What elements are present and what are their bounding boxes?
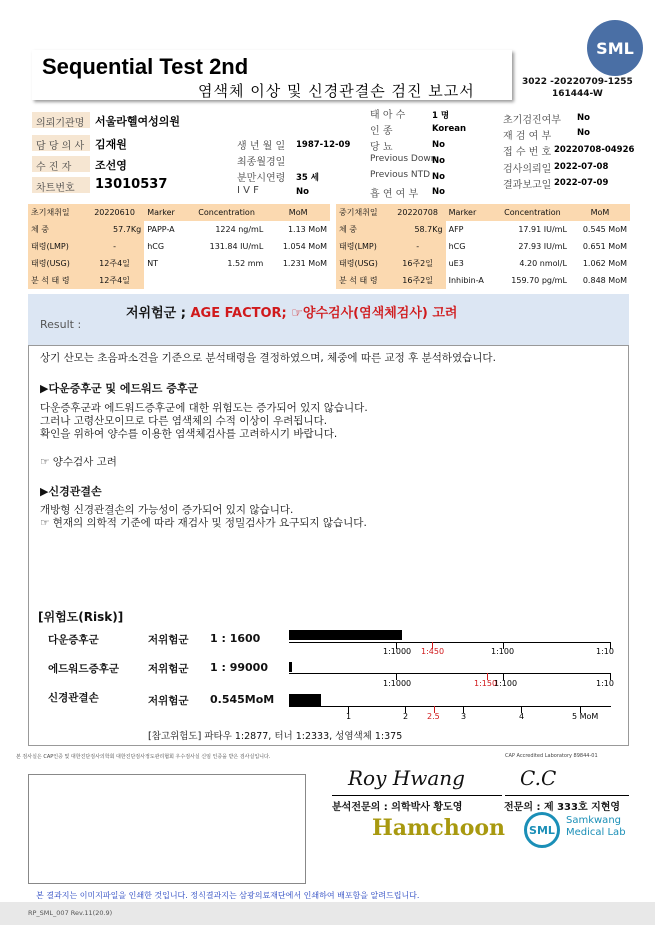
- risk-bar-down: [289, 630, 402, 640]
- first-val: 12주4일: [85, 272, 144, 289]
- second-conc: 4.20 nmol/L: [519, 259, 567, 268]
- chart-no-value: 13010537: [95, 177, 168, 192]
- institution-value: 서울라헬여성의원: [95, 115, 181, 128]
- birth-value: 1987-12-09: [296, 140, 351, 150]
- ntd-line-1: 개방형 신경관결손의 가능성이 증가되어 있지 않습니다.: [40, 504, 294, 516]
- second-key: 태령(LMP): [336, 238, 390, 255]
- receipt-value: 20220708-04926: [554, 145, 635, 155]
- first-conc: 1224 ng/mL: [215, 225, 264, 234]
- table-row: [28, 255, 330, 272]
- prev-down-label: Previous Down: [370, 154, 437, 164]
- diabetes-value: No: [432, 140, 445, 150]
- table-row: [336, 255, 630, 272]
- report-subtitle: 염색체 이상 및 신경관결손 검진 보고서: [198, 82, 475, 100]
- request-date-label: 검사의뢰일: [503, 164, 552, 175]
- ntd-section-title: ▶신경관결손: [40, 485, 102, 498]
- second-marker: AFP: [448, 225, 464, 234]
- memo-box: [28, 774, 306, 884]
- second-mom: 1.062 MoM: [582, 259, 627, 268]
- tick-label: 5 MoM: [572, 712, 599, 721]
- first-val: 12주4일: [85, 255, 144, 272]
- institution-label: 의뢰기관명: [36, 118, 85, 129]
- first-key: 체 중: [28, 221, 85, 238]
- sml-logo-text-a: Samkwang: [566, 815, 621, 826]
- first-mom: MoM: [266, 204, 330, 221]
- down-line-1: 다운증후군과 에드워드증후군에 대한 위험도는 증가되어 있지 않습니다.: [40, 402, 368, 414]
- sml-logo-text: [566, 815, 626, 839]
- first-mom: 1.054 MoM: [282, 242, 327, 251]
- prev-down-value: No: [432, 156, 445, 166]
- first-key: 분 석 태 령: [28, 272, 85, 289]
- table-row: [28, 204, 330, 221]
- second-conc: 27.93 IU/mL: [518, 242, 567, 251]
- first-mom: 1.13 MoM: [287, 225, 327, 234]
- second-val: 16주2일: [390, 272, 446, 289]
- doctor-label: 담 당 의 사: [36, 141, 85, 152]
- diabetes-label: 당 뇨: [370, 142, 393, 153]
- tick-label: 1: [346, 712, 352, 721]
- signature-line-left: [332, 795, 502, 796]
- first-marker: NT: [147, 259, 159, 268]
- risk-group-edwards: 저위험군: [148, 663, 189, 675]
- tick-label: 1:100: [491, 647, 515, 656]
- risk-name-ntd: 신경관결손: [48, 692, 99, 704]
- sml-logo-text-b: Medical Lab: [566, 827, 626, 838]
- second-val: 20220708: [390, 204, 446, 221]
- table-row: [336, 204, 630, 221]
- signature-left: Roy Hwang: [348, 766, 465, 790]
- second-key: 분 석 태 령: [336, 272, 390, 289]
- risk-ratio-ntd: 0.545MoM: [210, 693, 275, 706]
- second-marker: Marker: [446, 204, 495, 221]
- tick-label: 3: [461, 712, 467, 721]
- risk-axis-ntd: [289, 706, 611, 707]
- age-label: 분만시연령: [237, 173, 286, 184]
- document-id-line1: 3022 -20220709-1255: [522, 77, 633, 87]
- footer-note: 본 결과지는 이미지파일을 인쇄한 것입니다. 정식결과지는 삼광의료재단에서 인쇄하여 배포함을 알려드립니다.: [36, 891, 420, 900]
- first-marker: Marker: [144, 204, 187, 221]
- report-date-label: 결과보고일: [503, 180, 552, 191]
- accreditation-note: 본 검사실은 CAP인증 및 대한진단검사의학회 대한진단검사정도관리협회 우수검사실 신임 인증을 받은 검사실입니다.: [16, 754, 271, 760]
- document-id-line2: 161444-W: [551, 89, 603, 99]
- risk-ratio-edwards: 1 : 99000: [210, 661, 268, 674]
- request-date-value: 2022-07-08: [554, 162, 609, 172]
- ntd-line-2: ☞ 현재의 의학적 기준에 따라 재검사 및 정밀검사가 요구되지 않습니다.: [40, 517, 367, 529]
- signature-caption-right: 전문의 : 제 333호 지현영: [504, 802, 621, 813]
- result-label: Result :: [40, 318, 82, 331]
- second-key: 체 중: [336, 221, 390, 238]
- initial-label: 초기검진여부: [503, 115, 561, 126]
- first-mom: 1.231 MoM: [282, 259, 327, 268]
- first-val: 20220610: [85, 204, 144, 221]
- first-key: 태령(LMP): [28, 238, 85, 255]
- down-line-2: 그러나 고령산모이므로 다른 염색체의 수적 이상이 우려됩니다.: [40, 415, 328, 427]
- risk-name-down: 다운증후군: [48, 634, 99, 646]
- first-key: 초기채취일: [28, 204, 85, 221]
- document-id: [522, 76, 633, 100]
- tick-label: 1:10: [596, 647, 614, 656]
- first-conc: 1.52 mm: [227, 259, 264, 268]
- risk-axis-down: [289, 642, 611, 643]
- fetus-label: 태 아 수: [370, 110, 406, 121]
- signature-right: C.C: [520, 766, 557, 790]
- first-conc: [187, 272, 266, 289]
- smoking-label: 흡 연 여 부: [370, 189, 419, 200]
- ivf-label: I V F: [237, 185, 259, 196]
- tick-label: 1:1000: [383, 647, 412, 656]
- patient-value: 조선영: [95, 159, 127, 172]
- tick-label: 2.5: [427, 712, 440, 721]
- second-marker: Inhibin-A: [448, 276, 484, 285]
- result-summary-a: 저위험군 ;: [126, 306, 191, 321]
- risk-group-down: 저위험군: [148, 634, 189, 646]
- report-title: Sequential Test 2nd: [42, 54, 249, 79]
- race-value: Korean: [432, 124, 467, 134]
- chart-no-label: 차트번호: [36, 183, 75, 194]
- first-mom: [266, 272, 330, 289]
- risk-name-edwards: 에드워드증후군: [48, 663, 120, 675]
- second-mom: 0.545 MoM: [582, 225, 627, 234]
- reference-risk: [참고위험도] 파타우 1:2877, 터너 1:2333, 성염색체 1:375: [148, 731, 403, 742]
- age-value: 35 세: [296, 173, 319, 183]
- table-row: [28, 238, 330, 255]
- second-marker: hCG: [448, 242, 466, 251]
- first-marker: [144, 272, 187, 289]
- prev-ntd-label: Previous NTD: [370, 170, 431, 180]
- result-intro: 상기 산모는 초음파소견을 기준으로 분석태령을 결정하였으며, 체중에 따른 교정 후 분석하였습니다.: [40, 352, 496, 364]
- lmp-label: 최종월경일: [237, 157, 286, 168]
- second-val: 58.7Kg: [390, 221, 446, 238]
- first-marker: hCG: [147, 242, 165, 251]
- footer-code: RP_SML_007 Rev.11(20.9): [28, 909, 113, 917]
- first-conc: 131.84 IU/mL: [209, 242, 264, 251]
- tick-label: 1:1000: [383, 679, 412, 688]
- second-conc: 17.91 IU/mL: [518, 225, 567, 234]
- tick-label: 1:450: [421, 647, 445, 656]
- smoking-value: No: [432, 187, 445, 197]
- patient-label: 수 진 자: [36, 162, 72, 173]
- second-key: 중기채취일: [336, 204, 390, 221]
- second-trimester-table: [336, 204, 630, 289]
- report-date-value: 2022-07-09: [554, 178, 609, 188]
- first-marker: PAPP-A: [147, 225, 175, 234]
- cap-number: CAP Accredited Laboratory 89844-01: [505, 753, 598, 759]
- first-key: 태령(USG): [28, 255, 85, 272]
- risk-ratio-down: 1 : 1600: [210, 632, 261, 645]
- second-mom: 0.848 MoM: [582, 276, 627, 285]
- amnio-note: ☞ 양수검사 고려: [40, 456, 117, 468]
- result-summary: [126, 302, 457, 321]
- second-mom: 0.651 MoM: [582, 242, 627, 251]
- second-conc: 159.70 pg/mL: [511, 276, 567, 285]
- retest-label: 재 검 여 부: [503, 131, 552, 142]
- second-conc: Concentration: [495, 204, 570, 221]
- second-mom: MoM: [570, 204, 630, 221]
- race-label: 인 종: [370, 126, 393, 137]
- tick-label: 2: [403, 712, 409, 721]
- risk-axis-edwards: [289, 673, 611, 674]
- doctor-value: 김재원: [95, 138, 127, 151]
- second-marker: uE3: [448, 259, 464, 268]
- table-row: [336, 221, 630, 238]
- second-key: 태령(USG): [336, 255, 390, 272]
- table-row: [336, 272, 630, 289]
- tick-label: 1:150: [474, 679, 498, 688]
- second-val: 16주2일: [390, 255, 446, 272]
- fetus-value: 1 명: [432, 111, 450, 121]
- risk-bar-ntd: [289, 694, 321, 706]
- risk-group-ntd: 저위험군: [148, 695, 189, 707]
- signature-caption-left: 분석전문의 : 의학박사 황도영: [332, 802, 463, 813]
- hamchoon-logo: Hamchoon: [372, 815, 506, 841]
- ivf-value: No: [296, 187, 309, 197]
- tick-label: 1:100: [494, 679, 518, 688]
- risk-title: [위험도(Risk)]: [38, 610, 124, 624]
- table-row: [28, 272, 330, 289]
- first-val: 57.7Kg: [85, 221, 144, 238]
- down-line-3: 확인을 위하여 양수를 이용한 염색체검사를 고려하시기 바랍니다.: [40, 428, 338, 440]
- result-summary-b: AGE FACTOR; ☞양수검사(염색체검사) 고려: [190, 306, 458, 321]
- initial-value: No: [577, 113, 590, 123]
- tick-label: 4: [519, 712, 525, 721]
- table-row: [336, 238, 630, 255]
- sml-logo: SML: [524, 812, 560, 848]
- risk-bar-edwards: [289, 662, 292, 672]
- retest-value: No: [577, 128, 590, 138]
- table-row: [28, 221, 330, 238]
- tick-label: 1:10: [596, 679, 614, 688]
- receipt-label: 접 수 번 호: [503, 147, 552, 158]
- first-trimester-table: [28, 204, 330, 289]
- first-val: -: [85, 238, 144, 255]
- sml-badge: SML: [587, 20, 643, 76]
- second-val: -: [390, 238, 446, 255]
- down-section-title: ▶다운증후군 및 에드워드 증후군: [40, 382, 199, 395]
- first-conc: Concentration: [187, 204, 266, 221]
- prev-ntd-value: No: [432, 172, 445, 182]
- birth-label: 생 년 월 일: [237, 141, 286, 152]
- signature-line-right: [505, 795, 629, 796]
